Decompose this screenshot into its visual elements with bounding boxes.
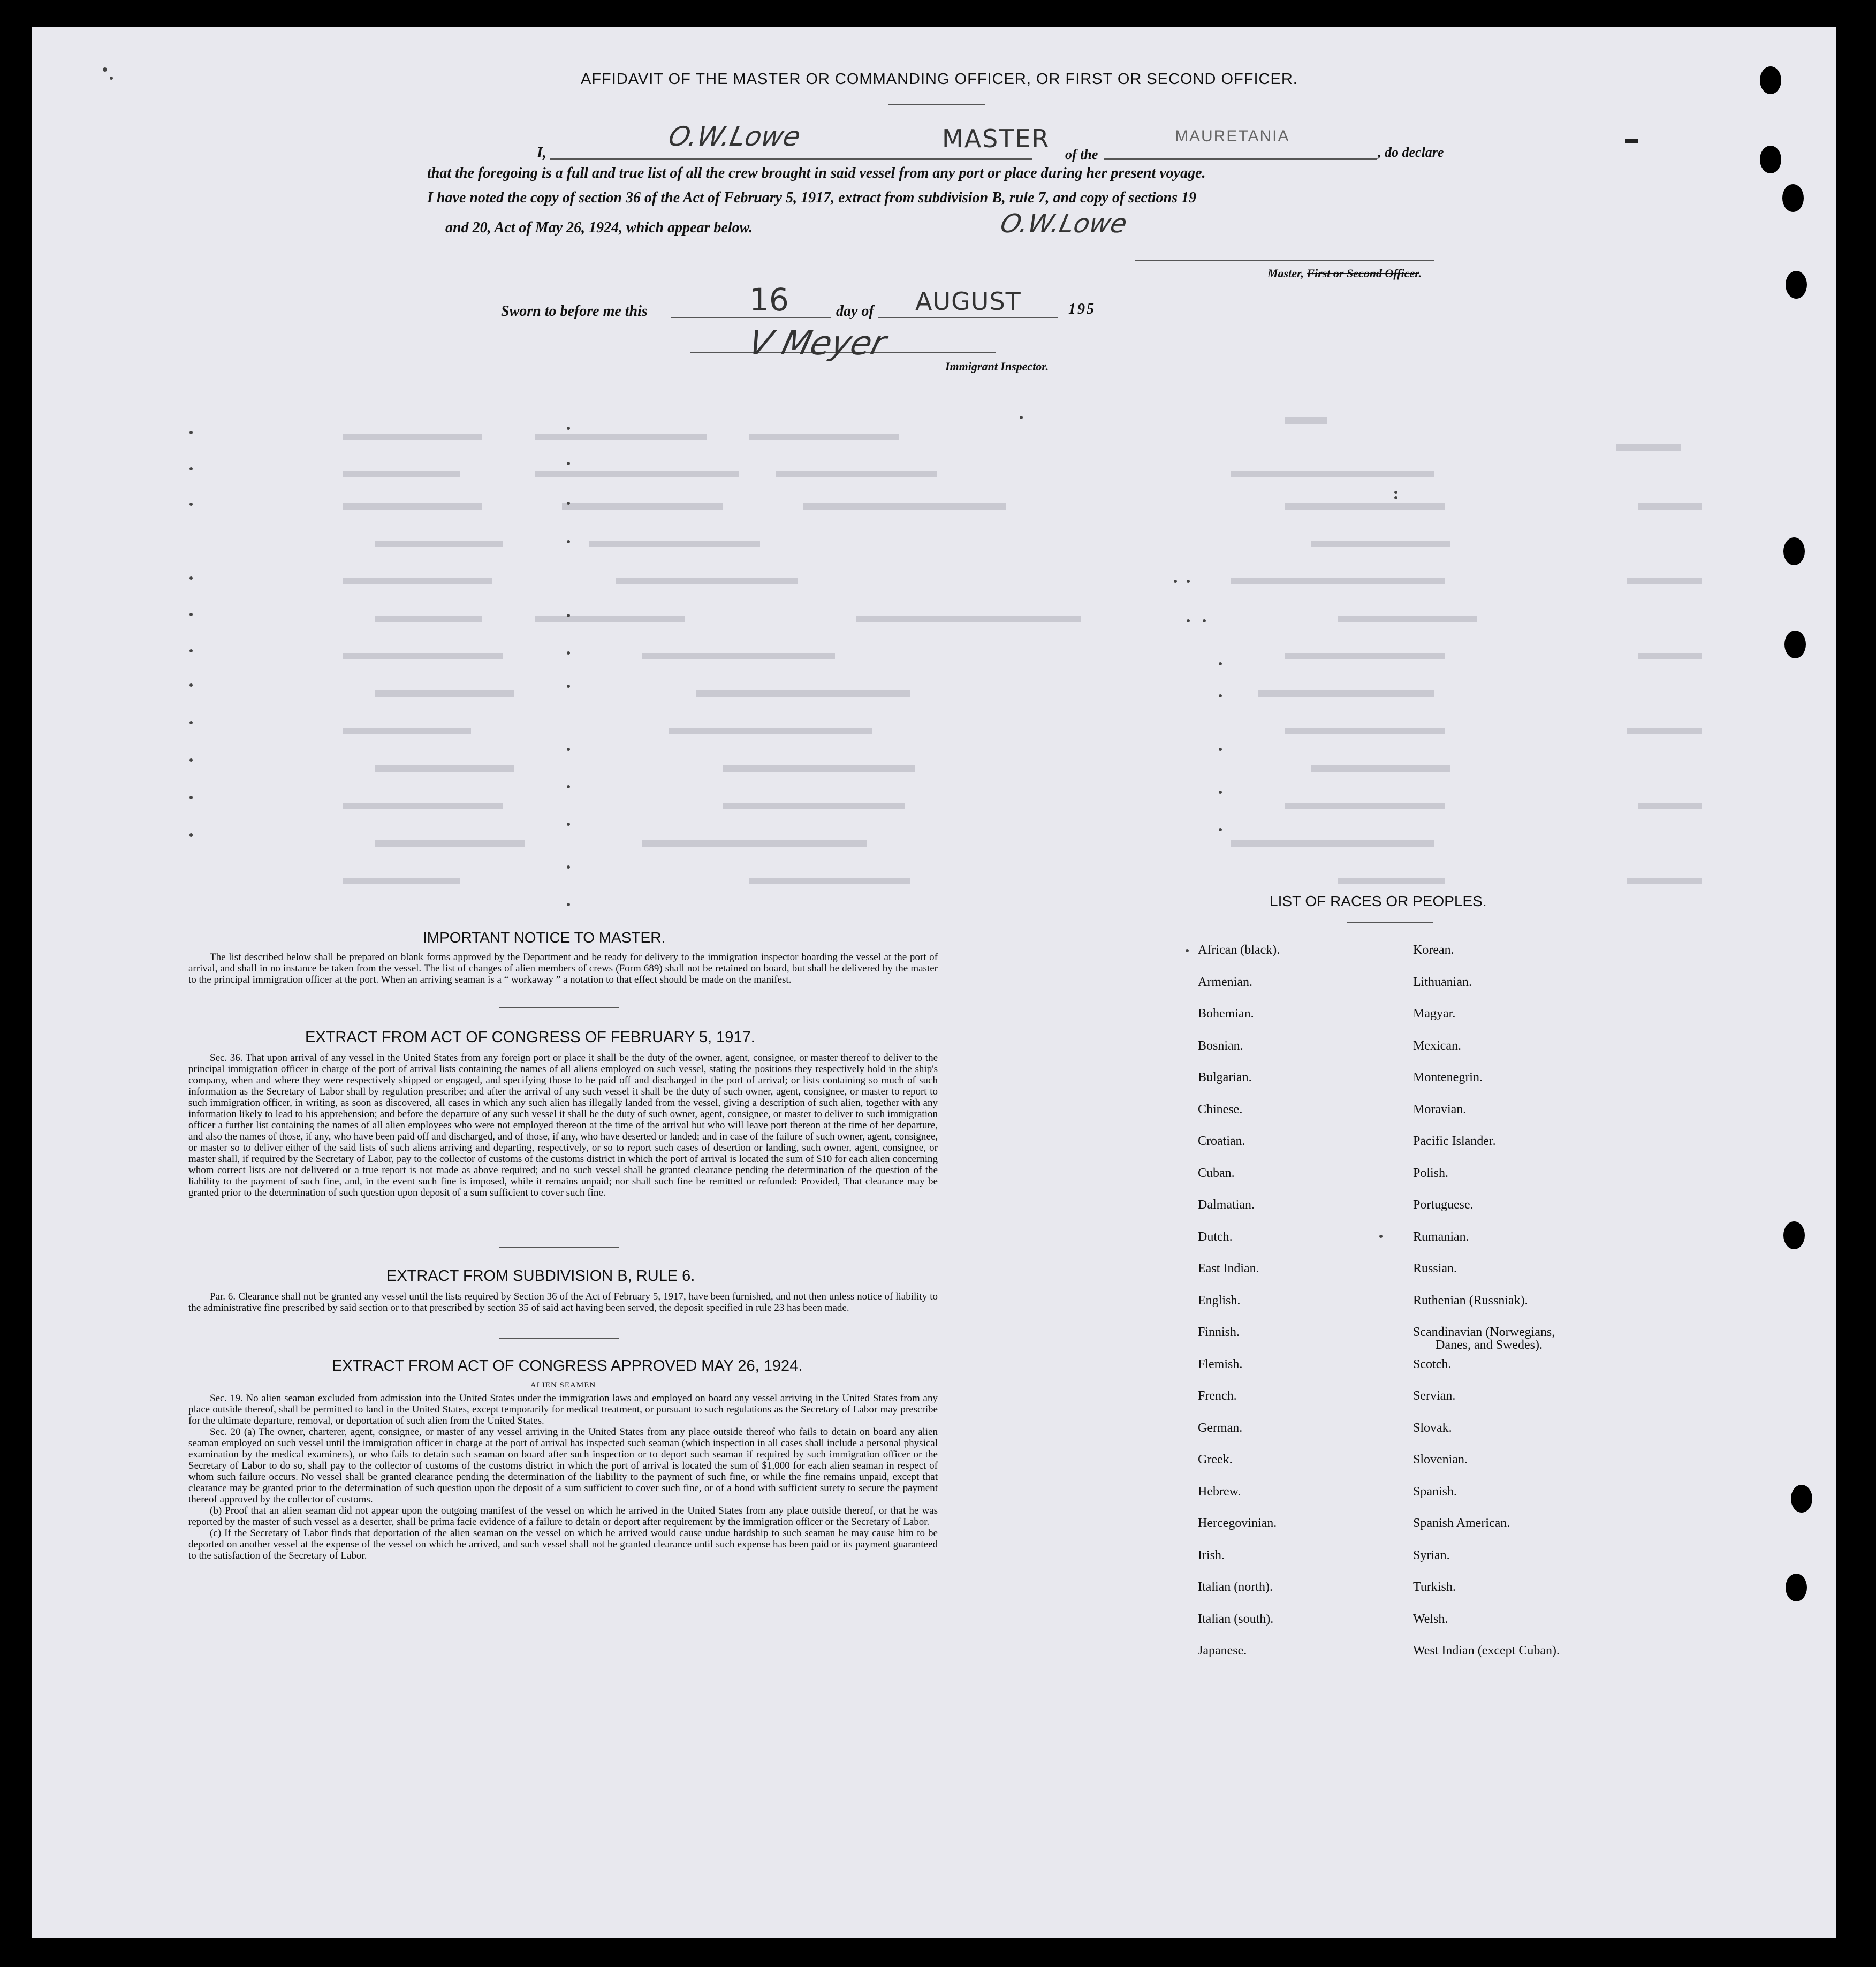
race-item: Portuguese. xyxy=(1413,1198,1474,1212)
race-item: Flemish. xyxy=(1198,1357,1243,1371)
month-line xyxy=(878,317,1058,318)
extract-1924-subtitle: ALIEN SEAMEN xyxy=(530,1381,596,1389)
race-item: Korean. xyxy=(1413,943,1454,957)
race-item: Cuban. xyxy=(1198,1166,1235,1180)
i-label: I, xyxy=(537,145,546,161)
subdivision-body: Par. 6. Clearance shall not be granted any vessel until the lists required by Section 36 of the Act of February 5, 1917, have been furnished, and not then unless notice of liability to the administrative fine prescribed by said section or to that prescribed by section 35 of said act having been served, the deposit specified in rule 23 has been made. xyxy=(188,1291,938,1313)
sec-19: Sec. 19. No alien seaman excluded from admission into the United States under the immigration laws and employed on board any vessel arriving in the United States from any place outside thereof, shall be permitted to land in the United States, except temporarily for medical treatment, or pursuant to such regulations as the Secretary of Labor may prescribe for the ultimate departure, removal, or deportation of such alien from the United States. xyxy=(188,1393,938,1426)
races-divider xyxy=(1347,922,1433,923)
race-item: Pacific Islander. xyxy=(1413,1134,1496,1148)
race-item: Russian. xyxy=(1413,1262,1457,1275)
punch-hole-3 xyxy=(1782,184,1804,212)
vessel-line xyxy=(1104,158,1377,160)
race-item: Hercegovinian. xyxy=(1198,1516,1277,1530)
inspector-signature: V Meyer xyxy=(744,323,891,362)
races-title: LIST OF RACES OR PEOPLES. xyxy=(1270,893,1487,909)
affidavit-title: AFFIDAVIT OF THE MASTER OR COMMANDING OFFICER, OR FIRST OR SECOND OFFICER. xyxy=(581,71,1298,88)
of-the-label: of the xyxy=(1065,147,1098,162)
race-item: Italian (south). xyxy=(1198,1612,1274,1626)
race-item: Ruthenian (Russniak). xyxy=(1413,1293,1528,1308)
race-item: Scandinavian (Norwegians, xyxy=(1413,1325,1555,1339)
punch-hole-9 xyxy=(1786,1574,1807,1601)
notice-title: IMPORTANT NOTICE TO MASTER. xyxy=(423,929,666,946)
race-item: Finnish. xyxy=(1198,1325,1240,1339)
race-item: Armenian. xyxy=(1198,975,1252,989)
do-declare-label: , do declare xyxy=(1378,145,1444,160)
affidavit-line-2: that the foregoing is a full and true list of all the crew brought in said vessel from any port or place during her present voyage. xyxy=(427,165,1206,181)
race-item: Spanish. xyxy=(1413,1484,1457,1499)
race-item: West Indian (except Cuban). xyxy=(1413,1644,1560,1658)
master-caption xyxy=(1267,267,1422,280)
sec-20a: Sec. 20 (a) The owner, charterer, agent, consignee, or master of any vessel arriving in the United States from any place outside thereof who fails to detain on board any alien seaman employed on such vessel until the immigration officer in charge at the port of arrival has inspected such seaman (which inspection in all cases shall include a personal physical examination by the medical examiners), or who fails to detain such seaman on board after such inspection or to deport such seaman if required by such immigration officer or the Secretary of Labor to do so, shall pay to the collector of customs of the customs district in which the port of arrival is located the sum of $1,000 for each alien seaman in respect of whom such failure occurs. No vessel shall be granted clearance pending the determination of the liability to the payment of such fine, or while the fine remains unpaid, except that clearance may be granted prior to the determination of such question upon the deposit of a sum sufficient to cover such fine, or of a bond with sufficient surety to secure the payment thereof approved by the collector of customs. xyxy=(188,1426,938,1505)
race-item: Polish. xyxy=(1413,1166,1449,1180)
race-item: Dalmatian. xyxy=(1198,1198,1255,1212)
master-signature-2: O.W.Lowe xyxy=(998,209,1130,239)
extract-1917-divider xyxy=(499,1247,619,1248)
punch-hole-1 xyxy=(1760,66,1781,94)
notice-divider xyxy=(499,1007,619,1008)
master-caption-master: Master, xyxy=(1267,267,1307,280)
affidavit-line-3: I have noted the copy of section 36 of the Act of February 5, 1917, extract from subdivision B, rule 7, and copy of sections 19 xyxy=(427,189,1197,206)
race-item: Mexican. xyxy=(1413,1038,1461,1053)
race-item: French. xyxy=(1198,1389,1237,1403)
race-item: Japanese. xyxy=(1198,1644,1247,1658)
race-item: German. xyxy=(1198,1421,1243,1435)
race-item: Lithuanian. xyxy=(1413,975,1472,989)
punch-hole-7 xyxy=(1783,1221,1805,1249)
race-item: Spanish American. xyxy=(1413,1516,1510,1530)
race-item: Slovenian. xyxy=(1413,1453,1468,1467)
master-signature-line xyxy=(1135,260,1434,261)
punch-hole-4 xyxy=(1786,271,1807,299)
race-item: Hebrew. xyxy=(1198,1484,1241,1499)
month-value: AUGUST xyxy=(915,287,1021,316)
punch-hole-5 xyxy=(1783,537,1805,565)
race-item: Servian. xyxy=(1413,1389,1456,1403)
inspector-caption: Immigrant Inspector. xyxy=(945,360,1049,373)
race-item: Rumanian. xyxy=(1413,1229,1469,1244)
vessel-name: MAURETANIA xyxy=(1175,127,1290,145)
race-item: Moravian. xyxy=(1413,1102,1467,1117)
extract-1917-body: Sec. 36. That upon arrival of any vessel in the United States from any foreign port or place it shall be the duty of the owner, agent, consignee, or master thereof to deliver to the principal immigration officer in charge of the port of arrival lists containing the names of all aliens employed on such vessel, stating the positions they respectively hold in the ship's company, when and where they were respectively shipped or engaged, and specifying those to be paid off and discharged in the port of arrival; or lists containing so much of such information as the Secretary of Labor shall by regulation prescribe; and after the arrival of any such vessel it shall be the duty of such owner, agent, consignee, or master to report to such immigration officer, in writing, as soon as discovered, all cases in which any such alien has illegally landed from the vessel, giving a description of such alien, together with any information likely to lead to his apprehension; and before the departure of any such vessel it shall be the duty of such owner, agent, consignee, or master to deliver to such immigration officer a further list containing the names of all alien employees who were not employed thereon at the time of the arrival but who will leave port thereon at the time of her departure, and also the names of those, if any, who have been paid off and discharged, and of those, if any, who have deserted or landed; and in case of the failure of such owner, agent, consignee, or master so to deliver either of the said lists of such aliens arriving and departing, respectively, or so to report such cases of desertion or landing, such owner, agent, consignee, or master shall, if required by the Secretary of Labor, pay to the collector of customs of the customs district in which the port of arrival is located the sum of $10 for each alien concerning whom correct lists are not delivered or a true report is not made as above required; and no such vessel shall be granted clearance pending the determination of the question of the liability to the payment of such fine, and, in the event such fine is imposed, while it remains unpaid; nor shall such fine be remitted or refunded: Provided, That clearance may be granted prior to the determination of such question upon deposit of a sum sufficient to cover such fine. xyxy=(188,1052,938,1198)
race-item: Bosnian. xyxy=(1198,1038,1243,1053)
punch-hole-2 xyxy=(1760,146,1781,173)
punch-hole-6 xyxy=(1784,631,1806,658)
race-continuation: Danes, and Swedes). xyxy=(1436,1338,1543,1352)
race-item: Croatian. xyxy=(1198,1134,1245,1148)
name-line xyxy=(550,158,1032,160)
sworn-label: Sworn to before me this xyxy=(501,303,648,320)
race-item: Greek. xyxy=(1198,1453,1233,1467)
race-item: Slovak. xyxy=(1413,1421,1452,1435)
race-item: Italian (north). xyxy=(1198,1580,1273,1594)
race-item: Bohemian. xyxy=(1198,1007,1254,1021)
master-caption-struck: First or Second Officer xyxy=(1307,267,1419,280)
race-item: Montenegrin. xyxy=(1413,1070,1483,1084)
race-item: Dutch. xyxy=(1198,1229,1233,1244)
extract-1924-title: EXTRACT FROM ACT OF CONGRESS APPROVED MAY 26, 1924. xyxy=(332,1357,803,1374)
race-item: Irish. xyxy=(1198,1548,1225,1562)
race-item: Turkish. xyxy=(1413,1580,1456,1594)
race-item: Scotch. xyxy=(1413,1357,1452,1371)
day-value: 16 xyxy=(749,282,789,318)
race-item: Bulgarian. xyxy=(1198,1070,1252,1084)
year-prefix: 195 xyxy=(1068,301,1096,317)
title-underline xyxy=(888,104,985,105)
notice-body: The list described below shall be prepared on blank forms approved by the Department and be ready for delivery to the immigration inspector boarding the vessel at the port of arrival, and shall in no instance be taken from the vessel. The list of changes of alien members of crews (Form 689) shall not be retained on board, but shall be delivered by the master to the principal immigration officer at the port. When an arriving seaman is a “ workaway ” a notation to that effect should be made on the manifest. xyxy=(188,952,938,985)
race-item: East Indian. xyxy=(1198,1262,1259,1275)
race-item: Welsh. xyxy=(1413,1612,1448,1626)
punch-hole-8 xyxy=(1791,1485,1812,1513)
extract-1924-body xyxy=(188,1393,938,1561)
race-item: African (black). xyxy=(1198,943,1280,957)
sec-20c: (c) If the Secretary of Labor finds that deportation of the alien seaman on the vessel on which he arrived would cause undue hardship to such seaman he may cause him to be deported on another vessel at the expense of the vessel on which he arrived, and such vessel shall not be granted clearance until such expense has been paid or its payment guaranteed to the satisfaction of the Secretary of Labor. xyxy=(188,1528,938,1561)
rank-handwritten: MASTER xyxy=(942,124,1050,153)
race-item: Chinese. xyxy=(1198,1102,1243,1117)
affidavit-line-4: and 20, Act of May 26, 1924, which appear below. xyxy=(445,219,753,236)
subdivision-title: EXTRACT FROM SUBDIVISION B, RULE 6. xyxy=(386,1267,695,1285)
day-of-label: day of xyxy=(836,303,874,320)
race-item: Syrian. xyxy=(1413,1548,1450,1562)
master-signature: O.W.Lowe xyxy=(665,121,803,152)
extract-1917-title: EXTRACT FROM ACT OF CONGRESS OF FEBRUARY 5, 1917. xyxy=(305,1029,755,1046)
subdivision-divider xyxy=(499,1338,619,1339)
sec-20b: (b) Proof that an alien seaman did not appear upon the outgoing manifest of the vessel on which he arrived in the United States from any place outside thereof, or that he was reported by the master of such vessel as a deserter, shall be prima facie evidence of a failure to detain or deport after requirement by the immigration officer or the Secretary of Labor. xyxy=(188,1505,938,1528)
race-item: English. xyxy=(1198,1293,1241,1308)
master-caption-period: . xyxy=(1418,267,1422,280)
race-item: Magyar. xyxy=(1413,1007,1456,1021)
